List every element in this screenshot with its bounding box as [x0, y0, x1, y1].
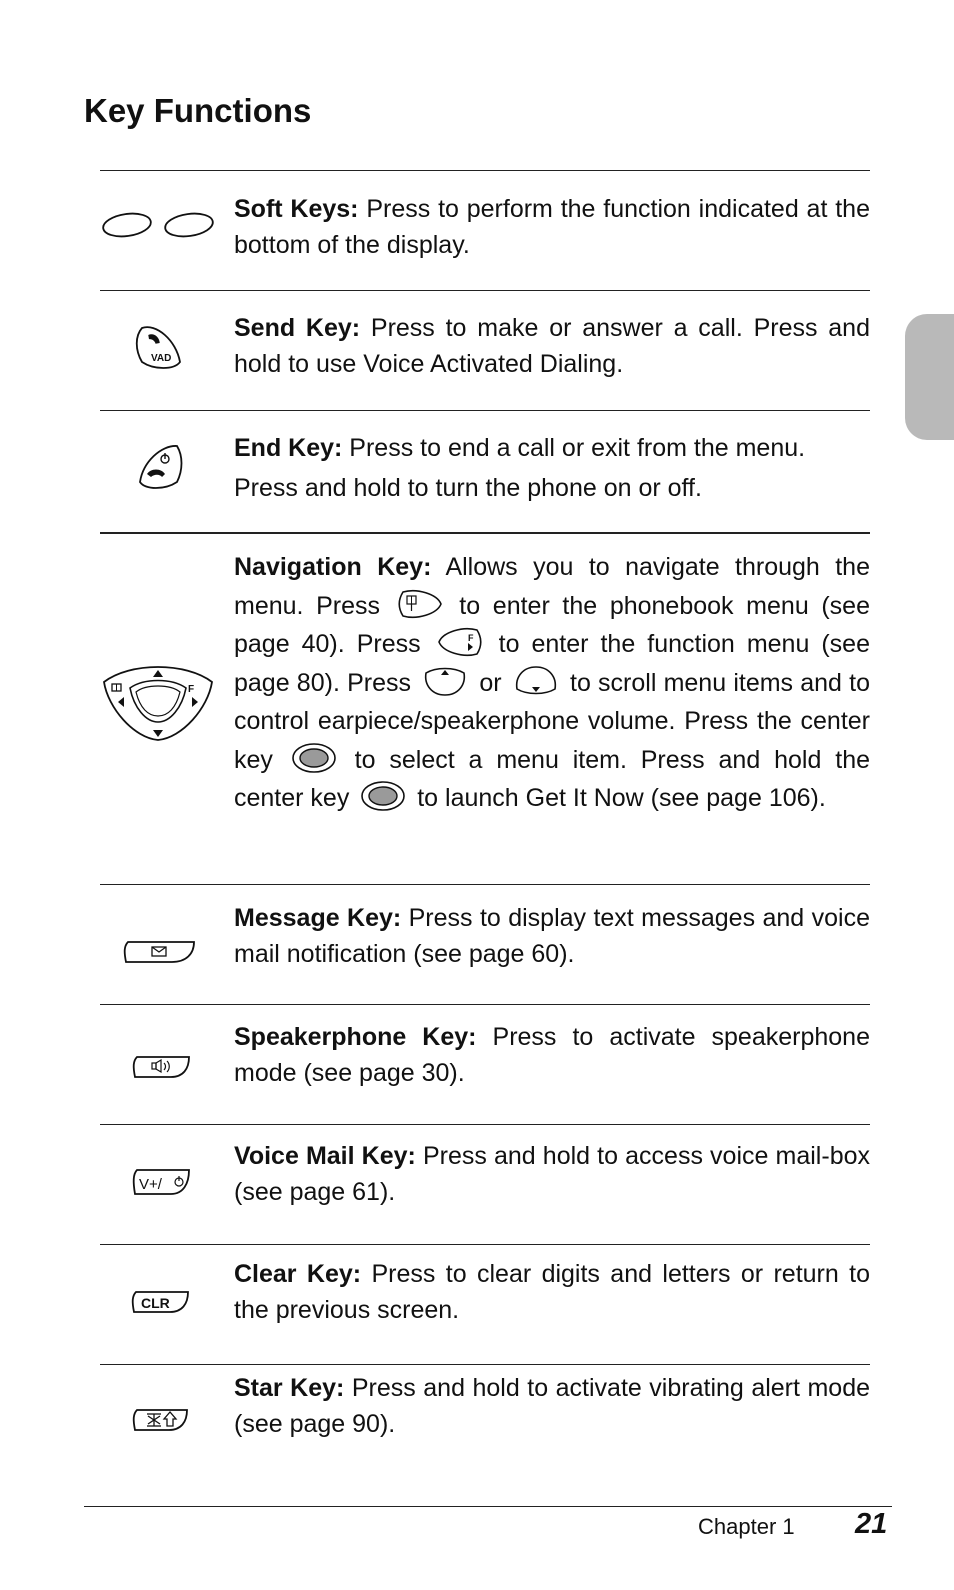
center-key-icon: [291, 742, 337, 774]
svg-text:F: F: [188, 684, 195, 695]
clear-key-description: Clear Key: Press to clear digits and letters or return to the previous screen.: [234, 1260, 870, 1324]
voice-mail-key-description: Voice Mail Key: Press and hold to access voice mail-box (see page 61).: [234, 1142, 870, 1206]
soft-keys-description: Soft Keys: Press to perform the function indicated at the bottom of the display.: [234, 195, 870, 259]
end-key-description: End Key: Press to end a call or exit from the menu. Press and hold to turn the phone on or off.: [234, 434, 806, 502]
footer-chapter: Chapter 1: [698, 1514, 795, 1539]
divider: [100, 1364, 870, 1365]
scroll-up-key-icon: [422, 665, 468, 697]
speakerphone-key-description: Speakerphone Key: Press to activate speakerphone mode (see page 30).: [234, 1023, 870, 1087]
message-key-icon: [122, 938, 196, 966]
message-key-description: Message Key: Press to display text messages and voice mail notification (see page 60).: [234, 904, 870, 968]
clear-key-icon: [130, 1288, 190, 1318]
star-key-icon: [131, 1406, 189, 1436]
phonebook-key-icon: [397, 588, 443, 620]
svg-text:CLR: CLR: [141, 1295, 170, 1311]
divider: [100, 1004, 870, 1005]
speakerphone-key-icon: [131, 1053, 191, 1083]
divider: [100, 410, 870, 411]
send-key-description: Send Key: Press to make or answer a call. Press and hold to use Voice Activated Dialing.: [234, 314, 870, 378]
page-number: 21: [855, 1508, 888, 1540]
divider: [100, 884, 870, 885]
chapter-tab: [905, 314, 954, 440]
soft-keys-icon: [100, 208, 218, 242]
svg-text:F: F: [467, 633, 474, 644]
send-key-icon: [134, 322, 184, 372]
svg-text:V+/: V+/: [139, 1176, 162, 1193]
divider: [100, 290, 870, 291]
divider: [100, 170, 870, 171]
star-key-description: Star Key: Press and hold to activate vibrating alert mode (see page 90).: [234, 1374, 871, 1438]
page-title: Key Functions: [84, 92, 312, 129]
divider: [100, 1244, 870, 1245]
end-key-icon: [137, 442, 185, 492]
voice-mail-key-icon: [131, 1166, 191, 1200]
footer-divider: [84, 1506, 892, 1507]
function-key-icon: [437, 626, 483, 658]
center-key-icon: [360, 780, 406, 812]
navigation-key-description: Navigation Key: Allows you to navigate through the menu. Press to enter the phonebook menu (see page 40). Press F to enter the function menu (see page 80). Press or to scroll menu items and to control earpiece/speakerphone volume. Press the center key to select a menu item. Press and hold the center key to launch Get It Now (see page 106).: [234, 553, 870, 812]
svg-text:VAD: VAD: [151, 353, 172, 364]
divider: [100, 1124, 870, 1125]
divider: [100, 532, 870, 534]
scroll-down-key-icon: [513, 665, 559, 697]
navigation-key-icon: [100, 664, 216, 744]
